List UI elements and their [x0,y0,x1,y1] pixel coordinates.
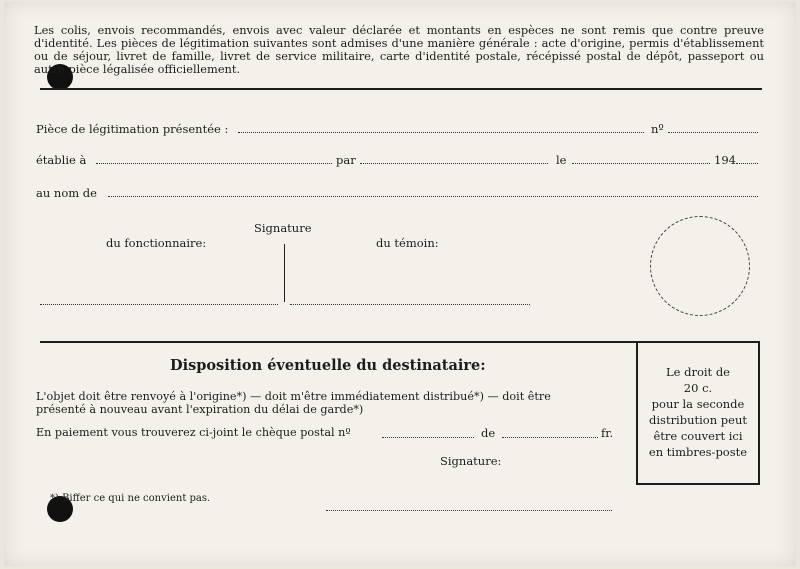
year-field[interactable] [736,163,758,164]
temoin-signature-field[interactable] [290,304,530,305]
disposition-heading: Disposition éventuelle du destinataire: [170,357,486,374]
footnote: *) Biffer ce qui ne convient pas. [50,493,211,504]
etablie-field[interactable] [96,163,332,164]
year-prefix: 194 [714,153,736,167]
fonctionnaire-signature-field[interactable] [40,304,278,305]
temoin-label: du témoin: [376,236,439,250]
stamp-box-line: 20 c. [683,381,713,395]
par-label: par [336,153,356,167]
top-divider [40,88,762,90]
stamp-box-line: en timbres-poste [648,445,748,459]
cheque-number-field[interactable] [382,437,474,438]
piece-label: Pièce de légitimation présentée : [36,122,229,136]
recipient-signature-field[interactable] [326,510,612,511]
amount-de-label: de [481,426,496,440]
francs-label: fr. [601,426,614,440]
recipient-signature-label: Signature: [440,454,502,468]
stamp-box-line: pour la seconde [651,397,745,411]
signature-title: Signature [254,221,312,235]
identity-notice: Les colis, envois recommandés, envois avec valeur déclarée et montants en espèces ne sont remis que contre preuve d'identité. Les pièces de légitimation suivantes sont admises d'une manière générale : acte d'origine, permis d'établissement ou de séjour, livret de famille, livret de service militaire, carte d'identité postale, récépissé postal de dépôt, passeport ou autre pièce légalisée officiellement. [34,23,764,76]
stamp-box-line: Le droit de [665,365,730,379]
payment-label: En paiement vous trouverez ci-joint le chèque postal nº [36,426,351,439]
stamp-box-line: distribution peut [649,413,747,427]
amount-field[interactable] [502,437,598,438]
nom-label: au nom de [36,186,97,200]
postmark-circle [650,216,750,316]
signature-separator [284,244,285,302]
lower-divider [40,341,636,343]
stamp-box-text [636,364,760,460]
number-field[interactable] [668,132,758,133]
par-field[interactable] [360,163,548,164]
piece-field[interactable] [238,132,644,133]
date-field[interactable] [572,163,710,164]
fonctionnaire-label: du fonctionnaire: [106,236,207,250]
disposition-line-1[interactable]: L'objet doit être renvoyé à l'origine*) — doit m'être immédiatement distribué*) — doit être [36,390,551,403]
number-label: nº [651,122,664,136]
etablie-label: établie à [36,153,87,167]
stamp-box-line: être couvert ici [653,429,743,443]
date-label: le [556,153,567,167]
nom-field[interactable] [108,196,758,197]
disposition-line-2[interactable]: présenté à nouveau avant l'expiration du délai de garde*) [36,403,364,416]
